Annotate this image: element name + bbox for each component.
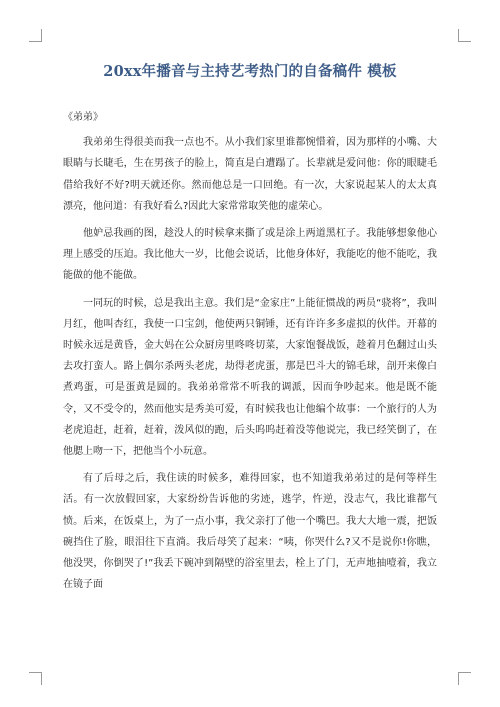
crop-mark-top-left: [29, 29, 42, 42]
crop-mark-bottom-left: [29, 672, 42, 685]
document-body: [63, 107, 437, 692]
paragraph: 他妒忌我画的图，趁没人的时候拿来撕了或是涂上两道黑杠子。我能够想象他心理上感受的压迫。我比他大一岁，比他会说话，比他身体好，我能吃的他不能吃，我能做的他不能做。: [63, 228, 437, 282]
crop-mark-top-right: [458, 29, 471, 42]
essay-title: 《弟弟》: [63, 112, 103, 123]
document-title: 20xx年播音与主持艺考热门的自备稿件 模板: [103, 63, 397, 80]
paragraph: 一同玩的时候，总是我出主意。我们是“金家庄”上能征惯战的两员“骁将”，我叫月红，他叫杏红，我使一口宝剑，他使两只铜锤，还有许许多多虚拟的伙伴。开幕的时候永远是黄昏，金大妈在公众厨房里咚咚切菜，大家饱餐战饭，趁着月色翻过山头去攻打蛮人。路上偶尔杀两头老虎，劫得老虎蛋，那是巴斗大的锦毛球，剖开来像白煮鸡蛋，可是蛋黄是圆的。我弟弟常常不听我的调派，因而争吵起来。他是既不能令，又不受令的，然而他实是秀美可爱，有时候我也让他编个故事：一个旅行的人为老虎追赶，赶着，赶着，泼风似的跑，后头呜呜赶着没等他说完，我已经笑倒了，在他腮上吻一下，把他当个小玩意。: [63, 297, 437, 458]
paragraph: 有了后母之后，我住读的时候多，难得回家，也不知道我弟弟过的是何等样生活。有一次放假回家，大家纷纷告诉他的劣迹，逃学，忤逆，没志气，我比谁都气愤。后来，在饭桌上，为了一点小事，我父亲打了他一个嘴巴。我大大地一震，把饭碗挡住了脸，眼泪往下直淌。我后母笑了起来：“咦，你哭什么?又不是说你!你瞧，他没哭，你倒哭了!”我丢下碗冲到隔壁的浴室里去，栓上了门，无声地抽噎着，我立在镜子面: [63, 473, 437, 591]
paragraph: 我弟弟生得很美而我一点也不。从小我们家里谁都惋惜着，因为那样的小嘴、大眼睛与长睫毛，生在男孩子的脸上，简直是白遭蹋了。长辈就是爱问他：你的眼睫毛借给我好不好?明天就还你。然而他总是一口回绝。有一次，大家说起某人的太太真漂亮，他问道：有我好看么?因此大家常常取笑他的虚荣心。: [63, 137, 437, 212]
crop-mark-bottom-right: [458, 672, 471, 685]
